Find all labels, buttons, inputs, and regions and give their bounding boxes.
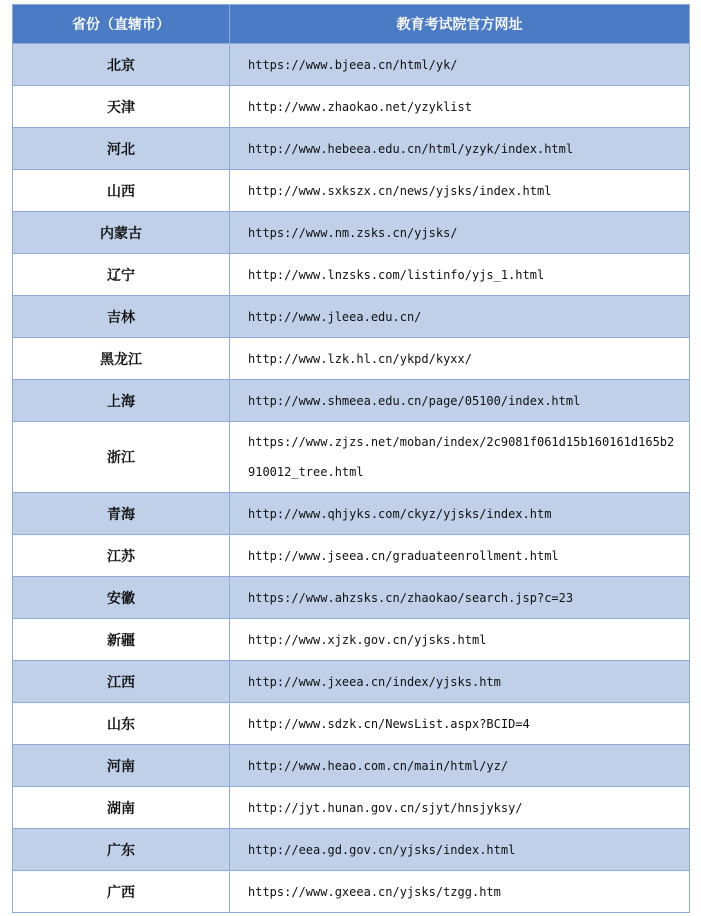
url-cell[interactable]: http://www.jleea.edu.cn/ bbox=[230, 296, 690, 338]
table-row bbox=[13, 128, 690, 170]
province-cell: 黑龙江 bbox=[13, 338, 230, 380]
table-row bbox=[13, 829, 690, 871]
url-cell[interactable]: http://www.zhaokao.net/yzyklist bbox=[230, 86, 690, 128]
exam-website-table bbox=[12, 4, 690, 913]
table-row bbox=[13, 577, 690, 619]
province-cell: 新疆 bbox=[13, 619, 230, 661]
url-cell[interactable]: https://www.ahzsks.cn/zhaokao/search.jsp?c=23 bbox=[230, 577, 690, 619]
table-row bbox=[13, 745, 690, 787]
url-cell[interactable]: http://eea.gd.gov.cn/yjsks/index.html bbox=[230, 829, 690, 871]
province-cell: 内蒙古 bbox=[13, 212, 230, 254]
province-cell: 广西 bbox=[13, 871, 230, 913]
url-cell[interactable]: http://www.xjzk.gov.cn/yjsks.html bbox=[230, 619, 690, 661]
url-cell[interactable]: http://www.sdzk.cn/NewsList.aspx?BCID=4 bbox=[230, 703, 690, 745]
header-province: 省份（直辖市） bbox=[13, 5, 230, 44]
url-cell[interactable]: https://www.nm.zsks.cn/yjsks/ bbox=[230, 212, 690, 254]
url-cell[interactable]: https://www.bjeea.cn/html/yk/ bbox=[230, 44, 690, 86]
province-cell: 广东 bbox=[13, 829, 230, 871]
province-cell: 山西 bbox=[13, 170, 230, 212]
table-row bbox=[13, 296, 690, 338]
province-cell: 江苏 bbox=[13, 535, 230, 577]
province-cell: 浙江 bbox=[13, 422, 230, 493]
url-cell[interactable]: http://jyt.hunan.gov.cn/sjyt/hnsjyksy/ bbox=[230, 787, 690, 829]
province-cell: 上海 bbox=[13, 380, 230, 422]
table-row bbox=[13, 338, 690, 380]
province-cell: 吉林 bbox=[13, 296, 230, 338]
province-cell: 辽宁 bbox=[13, 254, 230, 296]
province-cell: 安徽 bbox=[13, 577, 230, 619]
table-row bbox=[13, 422, 690, 493]
table-row bbox=[13, 535, 690, 577]
url-cell[interactable]: http://www.sxkszx.cn/news/yjsks/index.html bbox=[230, 170, 690, 212]
url-cell[interactable]: http://www.jseea.cn/graduateenrollment.html bbox=[230, 535, 690, 577]
url-cell[interactable]: http://www.lnzsks.com/listinfo/yjs_1.html bbox=[230, 254, 690, 296]
table-row bbox=[13, 212, 690, 254]
province-cell: 河南 bbox=[13, 745, 230, 787]
table-row bbox=[13, 86, 690, 128]
table-row bbox=[13, 170, 690, 212]
table-row bbox=[13, 871, 690, 913]
province-cell: 天津 bbox=[13, 86, 230, 128]
table-row bbox=[13, 254, 690, 296]
table-row bbox=[13, 703, 690, 745]
url-cell[interactable]: https://www.zjzs.net/moban/index/2c9081f061d15b160161d165b2910012_tree.html bbox=[230, 422, 690, 493]
province-cell: 江西 bbox=[13, 661, 230, 703]
table-row bbox=[13, 380, 690, 422]
province-cell: 北京 bbox=[13, 44, 230, 86]
url-cell[interactable]: http://www.heao.com.cn/main/html/yz/ bbox=[230, 745, 690, 787]
table-header-row bbox=[13, 5, 690, 44]
province-cell: 青海 bbox=[13, 493, 230, 535]
table-row bbox=[13, 44, 690, 86]
province-cell: 山东 bbox=[13, 703, 230, 745]
url-cell[interactable]: http://www.lzk.hl.cn/ykpd/kyxx/ bbox=[230, 338, 690, 380]
exam-website-table-container bbox=[12, 4, 689, 913]
url-cell[interactable]: http://www.qhjyks.com/ckyz/yjsks/index.htm bbox=[230, 493, 690, 535]
table-row bbox=[13, 493, 690, 535]
url-cell[interactable]: http://www.jxeea.cn/index/yjsks.htm bbox=[230, 661, 690, 703]
url-cell[interactable]: https://www.gxeea.cn/yjsks/tzgg.htm bbox=[230, 871, 690, 913]
table-row bbox=[13, 787, 690, 829]
table-row bbox=[13, 661, 690, 703]
url-cell[interactable]: http://www.shmeea.edu.cn/page/05100/index.html bbox=[230, 380, 690, 422]
header-website: 教育考试院官方网址 bbox=[230, 5, 690, 44]
province-cell: 湖南 bbox=[13, 787, 230, 829]
table-row bbox=[13, 619, 690, 661]
url-cell[interactable]: http://www.hebeea.edu.cn/html/yzyk/index.html bbox=[230, 128, 690, 170]
province-cell: 河北 bbox=[13, 128, 230, 170]
